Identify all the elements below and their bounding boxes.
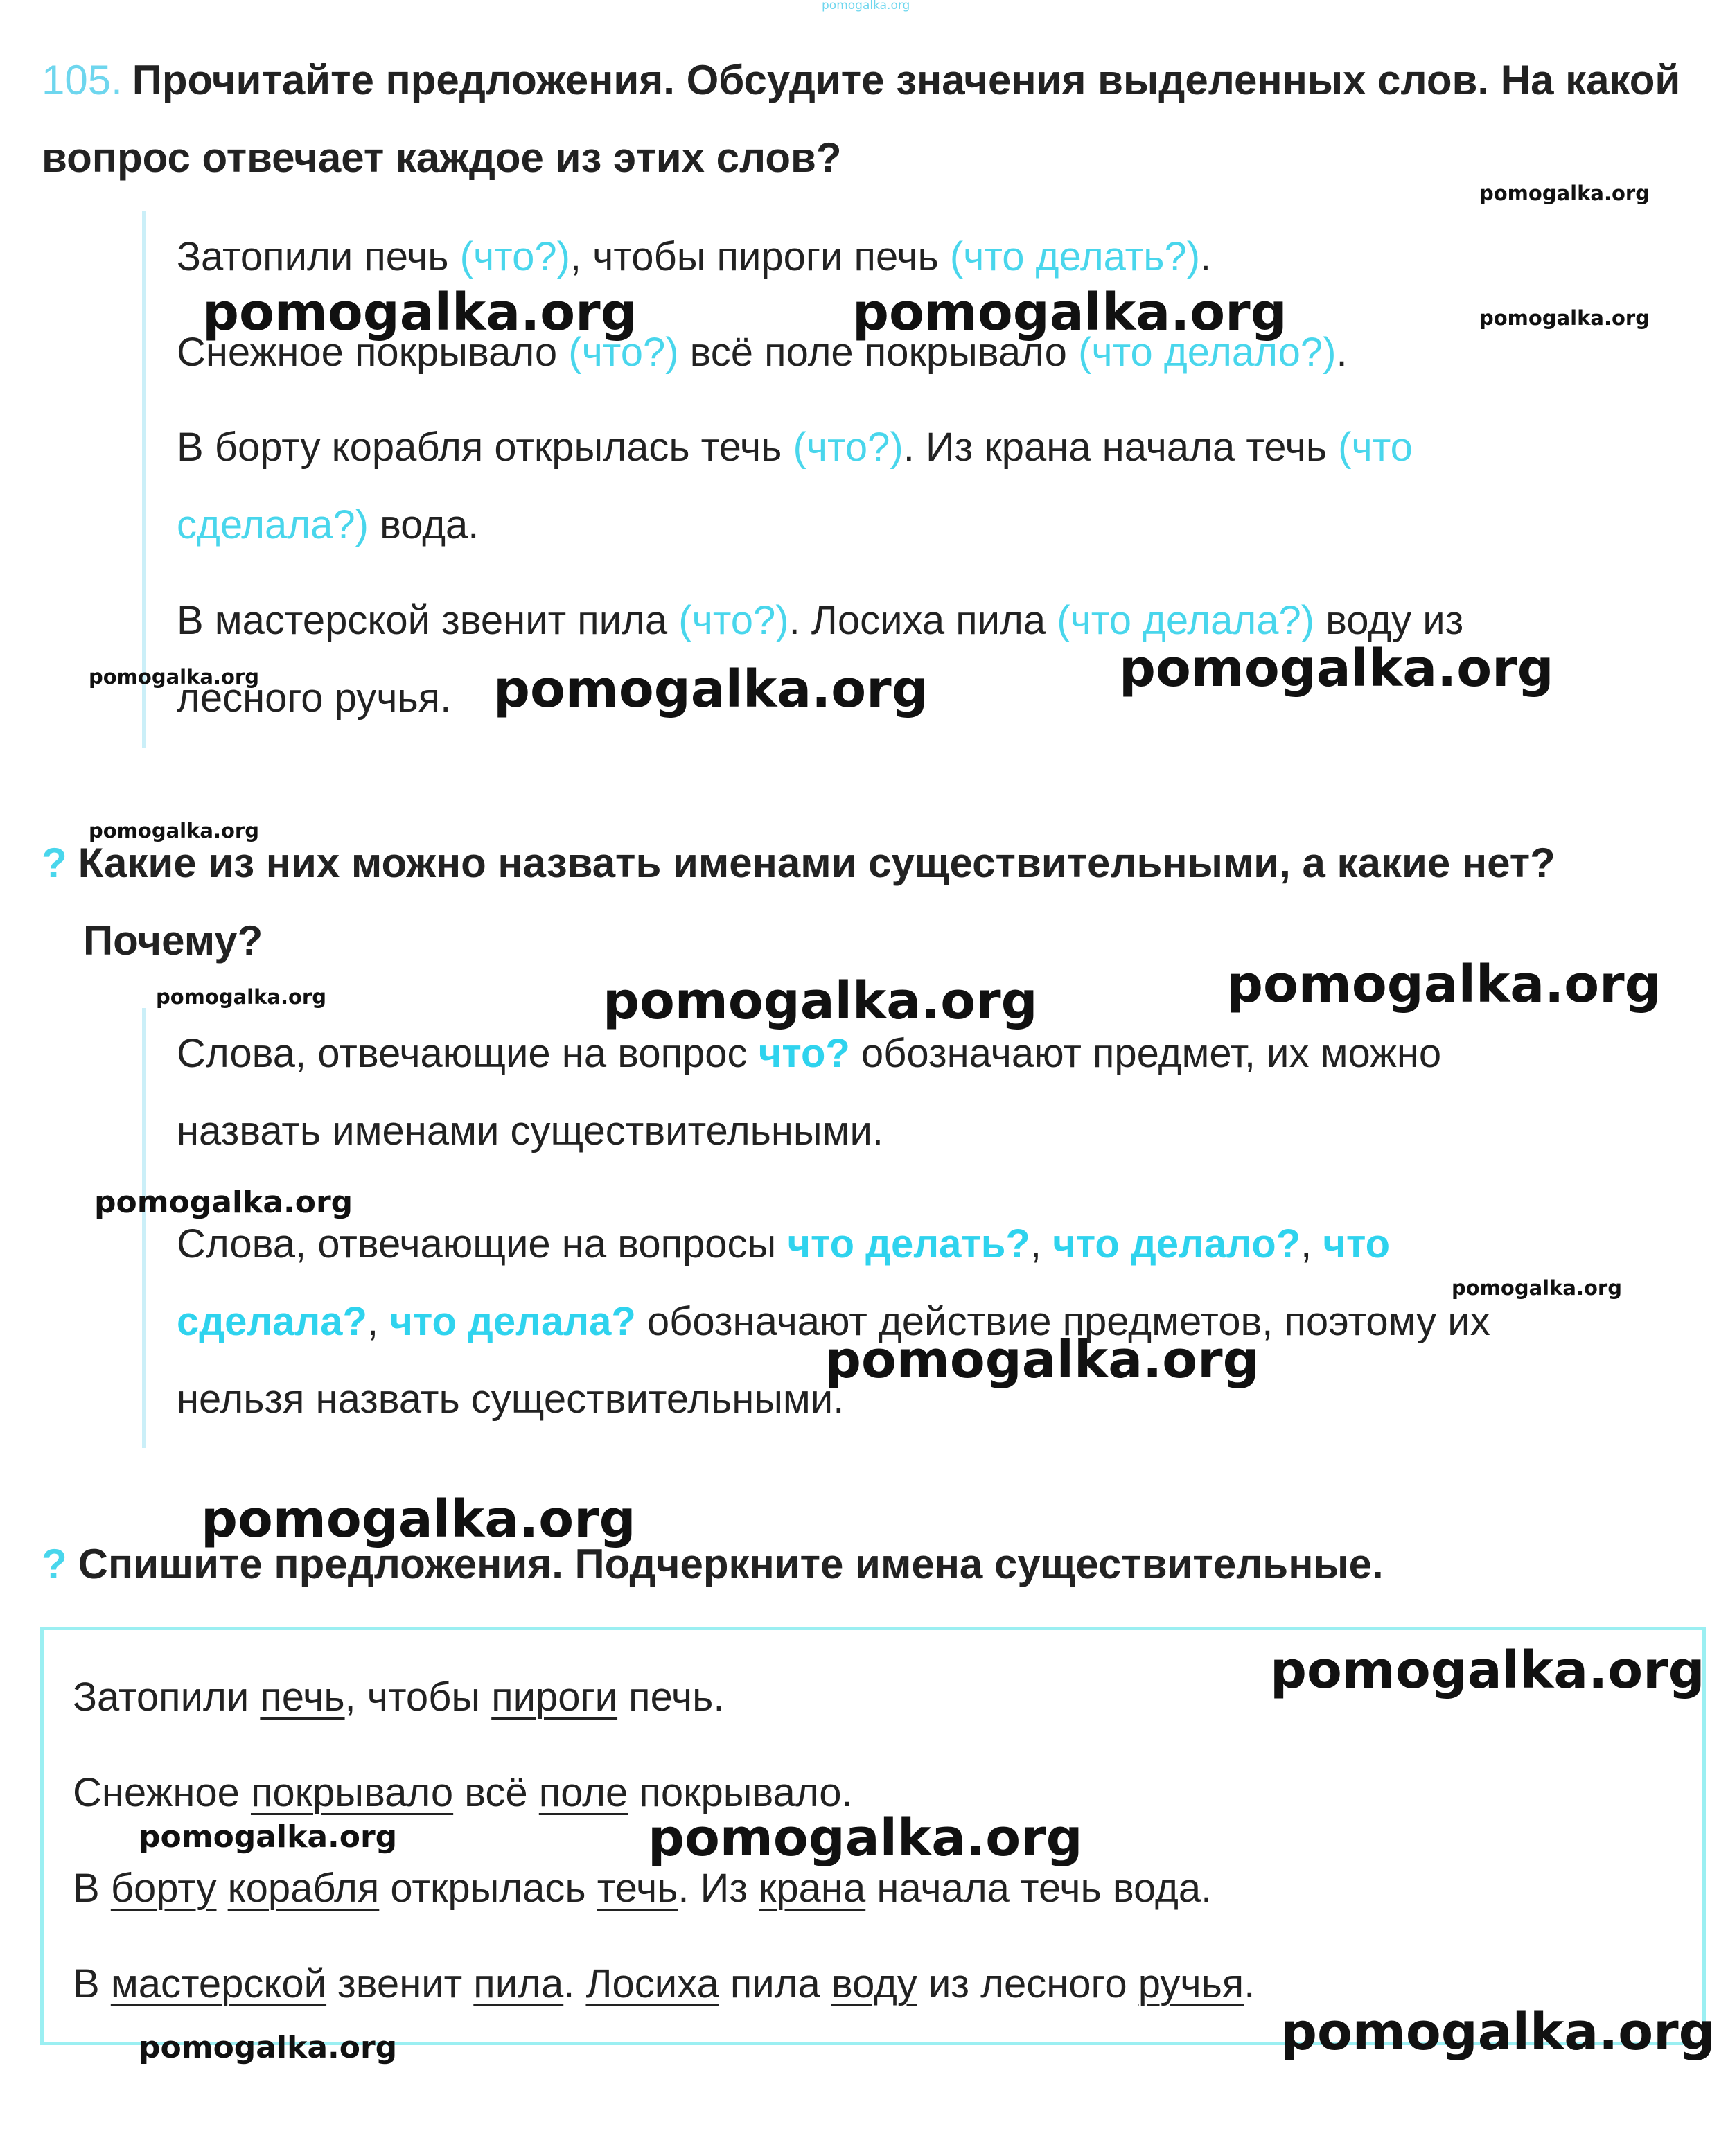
answer2-p1-line-1: Слова, отвечающие на вопрос что? обозначают предмет, их можно	[177, 1031, 1442, 1076]
question-mark-icon: ?	[42, 840, 67, 886]
watermark: pomogalka.org	[156, 985, 326, 1009]
watermark: pomogalka.org	[1119, 639, 1554, 698]
answer2-p2-line-2: сделала?, что делала? обозначают действие предметов, поэтому их	[177, 1299, 1490, 1344]
task-heading	[42, 42, 1691, 197]
box-sentence-4: В мастерской звенит пила. Лосиха пила воду из лесного ручья.	[73, 1961, 1255, 2006]
watermark: pomogalka.org	[1479, 306, 1650, 330]
watermark: pomogalka.org	[89, 819, 259, 842]
watermark: pomogalka.org	[1452, 1276, 1622, 1300]
answer1-line-5: В мастерской звенит пила (что?). Лосиха пила (что делала?) воду из	[177, 598, 1464, 643]
box-sentence-1: Затопили печь, чтобы пироги печь.	[73, 1675, 725, 1720]
watermark: pomogalka.org	[603, 971, 1038, 1031]
watermark: pomogalka.org	[1226, 955, 1661, 1014]
header-site-label: pomogalka.org	[822, 0, 910, 12]
answer2-p1-line-2: назвать именами существительными.	[177, 1108, 883, 1154]
answer2-bar	[142, 1008, 146, 1448]
answer1-line-3: В борту корабля открылась течь (что?). Из крана начала течь (что	[177, 425, 1413, 470]
watermark: pomogalka.org	[648, 1808, 1083, 1868]
watermark: pomogalka.org	[201, 1490, 636, 1549]
question-mark-icon: ?	[42, 1541, 67, 1587]
question1: ? Какие из них можно назвать именами существительными, а какие нет?	[42, 840, 1555, 886]
answer2-p2-line-1: Слова, отвечающие на вопросы что делать?, что делало?, что	[177, 1221, 1391, 1266]
watermark: pomogalka.org	[852, 283, 1287, 342]
question1-line-2: Почему?	[83, 917, 263, 964]
watermark: pomogalka.org	[89, 665, 259, 689]
watermark: pomogalka.org	[1270, 1641, 1705, 1700]
box-sentence-3: В борту корабля открылась течь. Из крана начала течь вода.	[73, 1866, 1213, 1911]
watermark: pomogalka.org	[202, 283, 637, 342]
box-sentence-2: Снежное покрывало всё поле покрывало.	[73, 1770, 853, 1815]
answer1-line-2: Снежное покрывало (что?) всё поле покрывало (что делало?).	[177, 330, 1348, 375]
watermark: pomogalka.org	[139, 1819, 398, 1855]
answer2-p2-line-3: нельзя назвать существительными.	[177, 1377, 845, 1422]
watermark: pomogalka.org	[139, 2030, 398, 2065]
task-text: Прочитайте предложения. Обсудите значения выделенных слов. На какой вопрос отвечает каждое из этих слов?	[42, 57, 1681, 181]
task-number: 105.	[42, 57, 123, 103]
watermark: pomogalka.org	[825, 1330, 1260, 1390]
watermark: pomogalka.org	[94, 1185, 353, 1220]
answer1-line-4: сделала?) вода.	[177, 502, 479, 547]
watermark: pomogalka.org	[1479, 182, 1650, 205]
watermark: pomogalka.org	[1280, 2002, 1716, 2062]
answer1-line-6: лесного ручья.	[177, 675, 452, 721]
question2: ? Спишите предложения. Подчеркните имена существительные.	[42, 1541, 1384, 1587]
watermark: pomogalka.org	[493, 660, 928, 719]
answer1-line-1: Затопили печь (что?), чтобы пироги печь (что делать?).	[177, 234, 1212, 279]
